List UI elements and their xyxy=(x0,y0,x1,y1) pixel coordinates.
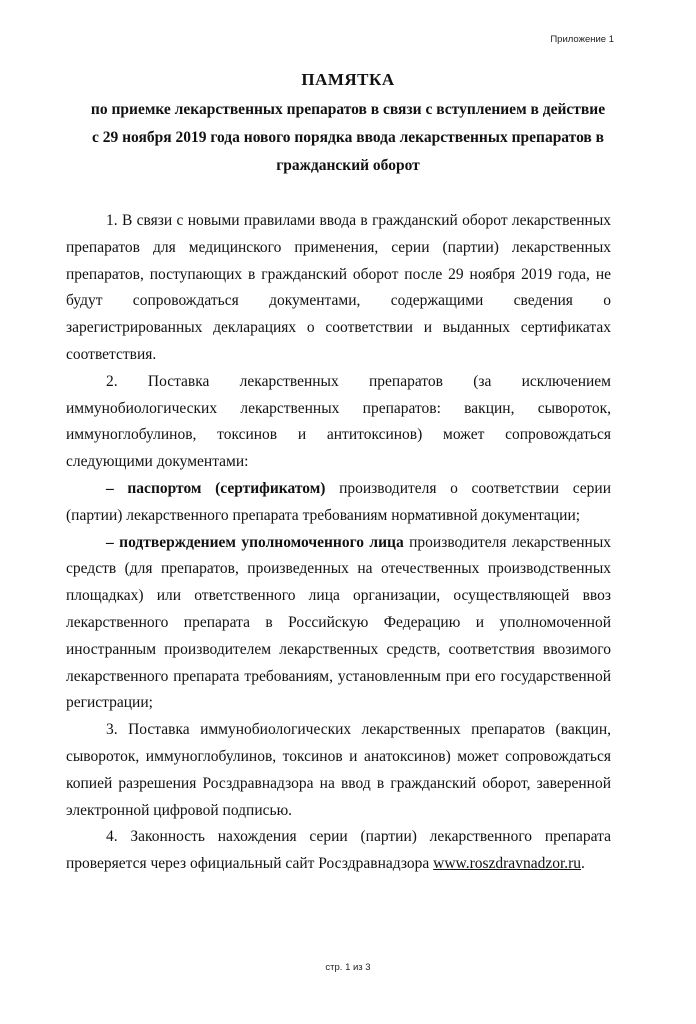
subtitle-line-1: по приемке лекарственных препаратов в связи с вступлением в действие xyxy=(90,101,606,118)
appendix-label: Приложение 1 xyxy=(550,34,614,45)
document-body xyxy=(66,208,611,878)
page-number: стр. 1 из 3 xyxy=(325,962,371,973)
list-item-passport-text: производителя о соответствии серии (партии) лекарственного препарата требованиям нормативной документации; xyxy=(66,479,612,524)
paragraph-4 xyxy=(66,824,611,878)
list-item-authorized-person-bold: – подтверждением уполномоченного лица xyxy=(106,533,404,551)
document-title: ПАМЯТКА xyxy=(301,70,395,89)
paragraph-3: 3. Поставка иммунобиологических лекарственных препаратов (вакцин, сывороток, иммуноглобулинов, токсинов и анатоксинов) может сопровождаться копией разрешения Росздравнадзора на ввод в гражданский оборот, заверенной электронной цифровой подписью. xyxy=(66,721,611,819)
list-item-authorized-person xyxy=(66,530,611,718)
paragraph-2: 2. Поставка лекарственных препаратов (за исключением иммунобиологических лекарственных препаратов: вакцин, сывороток, иммуноглобулинов, токсинов и антитоксинов) может сопровождаться следующими документами: xyxy=(66,372,611,471)
list-item-passport xyxy=(66,476,611,530)
paragraph-4-end: . xyxy=(581,855,585,873)
list-item-authorized-person-text: производителя лекарственных средств (для препаратов, произведенных на отечественных производственных площадках) или ответственного лица организации, осуществляющей ввоз лекарственного препарата в Российскую Федерацию и уполномоченной иностранным производителем лекарственных средств, соответствия ввозимого лекарственного препарата требованиям, установленным при его государственной регистрации; xyxy=(66,533,611,712)
subtitle-line-3: гражданский оборот xyxy=(276,157,420,174)
paragraph-4-text: 4. Законность нахождения серии (партии) лекарственного препарата проверяется через официальный сайт Росздравнадзора xyxy=(66,828,611,873)
list-item-passport-bold: – паспортом (сертификатом) xyxy=(106,479,326,497)
paragraph-1: 1. В связи с новыми правилами ввода в гражданский оборот лекарственных препаратов для медицинского применения, серии (партии) лекарственных препаратов, поступающих в гражданский оборот после 29 ноября 2019 года, не будут сопровождаться документами, содержащими сведения о зарегистрированных декларациях о соответствии и выданных сертификатах соответствия. xyxy=(66,212,611,363)
document-subtitle xyxy=(60,96,636,180)
subtitle-line-2: с 29 ноября 2019 года нового порядка ввода лекарственных препаратов в xyxy=(91,129,605,146)
roszdravnadzor-link[interactable]: www.roszdravnadzor.ru xyxy=(433,855,582,873)
